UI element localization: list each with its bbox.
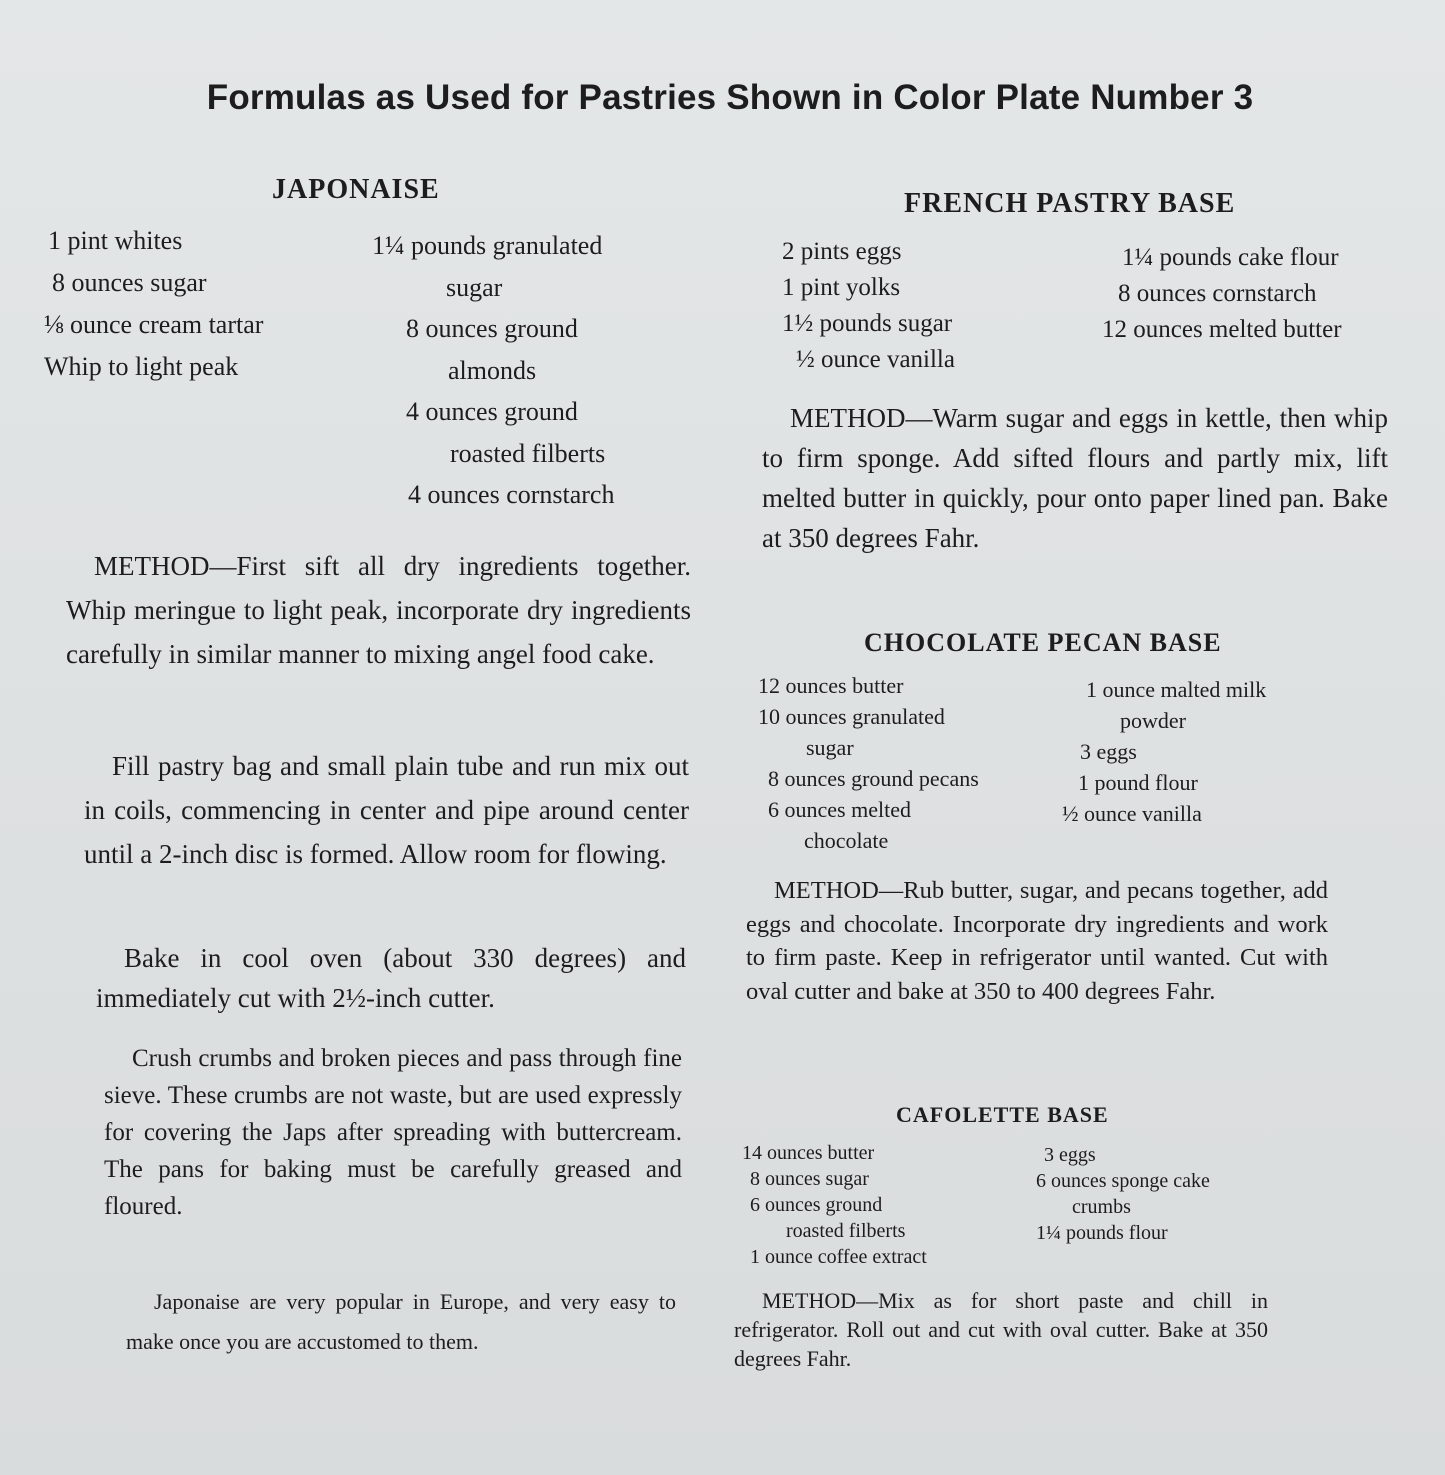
ingredient-line: 1¼ pounds flour <box>1036 1222 1168 1244</box>
ingredient-line: Whip to light peak <box>44 352 239 381</box>
french-pastry-base-heading: FRENCH PASTRY BASE <box>904 188 1236 219</box>
french-pastry-method: METHOD—Warm sugar and eggs in kettle, then whip to firm sponge. Add sifted flours and partly mix, lift melted butter in quickly, pour onto paper lined pan. Bake at 350 degrees Fahr. <box>762 403 1388 553</box>
ingredient-line: 2 pints eggs <box>782 238 902 265</box>
ingredient-line: chocolate <box>804 828 889 853</box>
page-title: Formulas as Used for Pastries Shown in Color Plate Number 3 <box>206 78 1254 117</box>
japonaise-left-ingredients <box>44 220 263 388</box>
ingredient-line: 12 ounces melted butter <box>1102 316 1342 343</box>
ingredient-line: 1¼ pounds granulated <box>372 231 603 260</box>
ingredient-line: 8 ounces ground pecans <box>768 766 979 791</box>
ingredient-line: 1 ounce coffee extract <box>750 1246 927 1268</box>
cafolette-base-heading: CAFOLETTE BASE <box>896 1102 1109 1127</box>
cafolette-left-ingredients <box>742 1140 927 1270</box>
ingredient-line: 1 pint whites <box>48 226 183 255</box>
cafolette-right-ingredients <box>1036 1142 1210 1246</box>
chocolate-pecan-base-heading: CHOCOLATE PECAN BASE <box>864 628 1222 657</box>
japonaise-piping-paragraph: Fill pastry bag and small plain tube and run mix out in coils, commencing in center and pipe around center until a 2-inch disc is formed. Allow room for flowing. <box>84 751 689 869</box>
ingredient-line: 6 ounces melted <box>768 797 911 822</box>
ingredient-line: 14 ounces butter <box>742 1142 875 1164</box>
ingredient-line: roasted filberts <box>786 1220 906 1242</box>
french-pastry-left-ingredients <box>782 234 955 378</box>
japonaise-method: METHOD—First sift all dry ingredients together. Whip meringue to light peak, incorporate dry ingredients carefully in similar manner to mixing angel food cake. <box>66 551 691 669</box>
japonaise-note-paragraph: Japonaise are very popular in Europe, and very easy to make once you are accustomed to them. <box>126 1289 676 1354</box>
ingredient-line: 12 ounces butter <box>758 673 904 698</box>
chocolate-pecan-left-ingredients <box>758 670 979 856</box>
ingredient-line: 1 pint yolks <box>782 274 901 301</box>
ingredient-line: 1½ pounds sugar <box>782 310 953 337</box>
ingredient-line: roasted filberts <box>450 438 606 468</box>
ingredient-line: 8 ounces cornstarch <box>1118 280 1317 307</box>
chocolate-pecan-method: METHOD—Rub butter, sugar, and pecans together, add eggs and chocolate. Incorporate dry ingredients and work to firm paste. Keep in refrigerator until wanted. Cut with oval cutter and bake at 350 to 400 degrees Fahr. <box>746 877 1328 1005</box>
ingredient-line: 8 ounces ground <box>406 314 578 343</box>
ingredient-line: powder <box>1120 708 1186 733</box>
ingredient-line: 1 ounce malted milk <box>1086 677 1267 702</box>
japonaise-crumbs-paragraph: Crush crumbs and broken pieces and pass through fine sieve. These crumbs are not waste, but are used expressly for covering the Japs after spreading with buttercream. The pans for baking must be carefully greased and floured. <box>104 1045 682 1220</box>
ingredient-line: sugar <box>806 735 854 760</box>
chocolate-pecan-right-ingredients <box>1062 674 1266 829</box>
ingredient-line: ½ ounce vanilla <box>1062 801 1202 826</box>
cafolette-method: METHOD—Mix as for short paste and chill in refrigerator. Roll out and cut with oval cutter. Bake at 350 degrees Fahr. <box>734 1288 1268 1371</box>
ingredient-line: 3 eggs <box>1080 739 1137 764</box>
ingredient-line: 1 pound flour <box>1078 770 1198 795</box>
ingredient-line: crumbs <box>1072 1196 1131 1218</box>
ingredient-line: 3 eggs <box>1044 1144 1096 1166</box>
ingredient-line: almonds <box>448 355 537 385</box>
french-pastry-right-ingredients <box>1102 240 1342 348</box>
ingredient-line: sugar <box>446 272 503 302</box>
ingredient-line: ⅛ ounce cream tartar <box>44 310 264 339</box>
ingredient-line: 4 ounces cornstarch <box>408 480 615 509</box>
ingredient-line: 4 ounces ground <box>406 397 578 426</box>
ingredient-line: 8 ounces sugar <box>52 268 207 297</box>
japonaise-baking-paragraph: Bake in cool oven (about 330 degrees) and immediately cut with 2½-inch cutter. <box>96 943 686 1013</box>
ingredient-line: 1¼ pounds cake flour <box>1122 244 1339 271</box>
ingredient-line: ½ ounce vanilla <box>796 346 955 373</box>
ingredient-line: 8 ounces sugar <box>750 1168 869 1190</box>
ingredient-line: 6 ounces ground <box>750 1194 883 1216</box>
japonaise-heading: JAPONAISE <box>272 174 440 205</box>
ingredient-line: 6 ounces sponge cake <box>1036 1170 1210 1192</box>
japonaise-right-ingredients <box>372 225 614 516</box>
ingredient-line: 10 ounces granulated <box>758 704 945 729</box>
